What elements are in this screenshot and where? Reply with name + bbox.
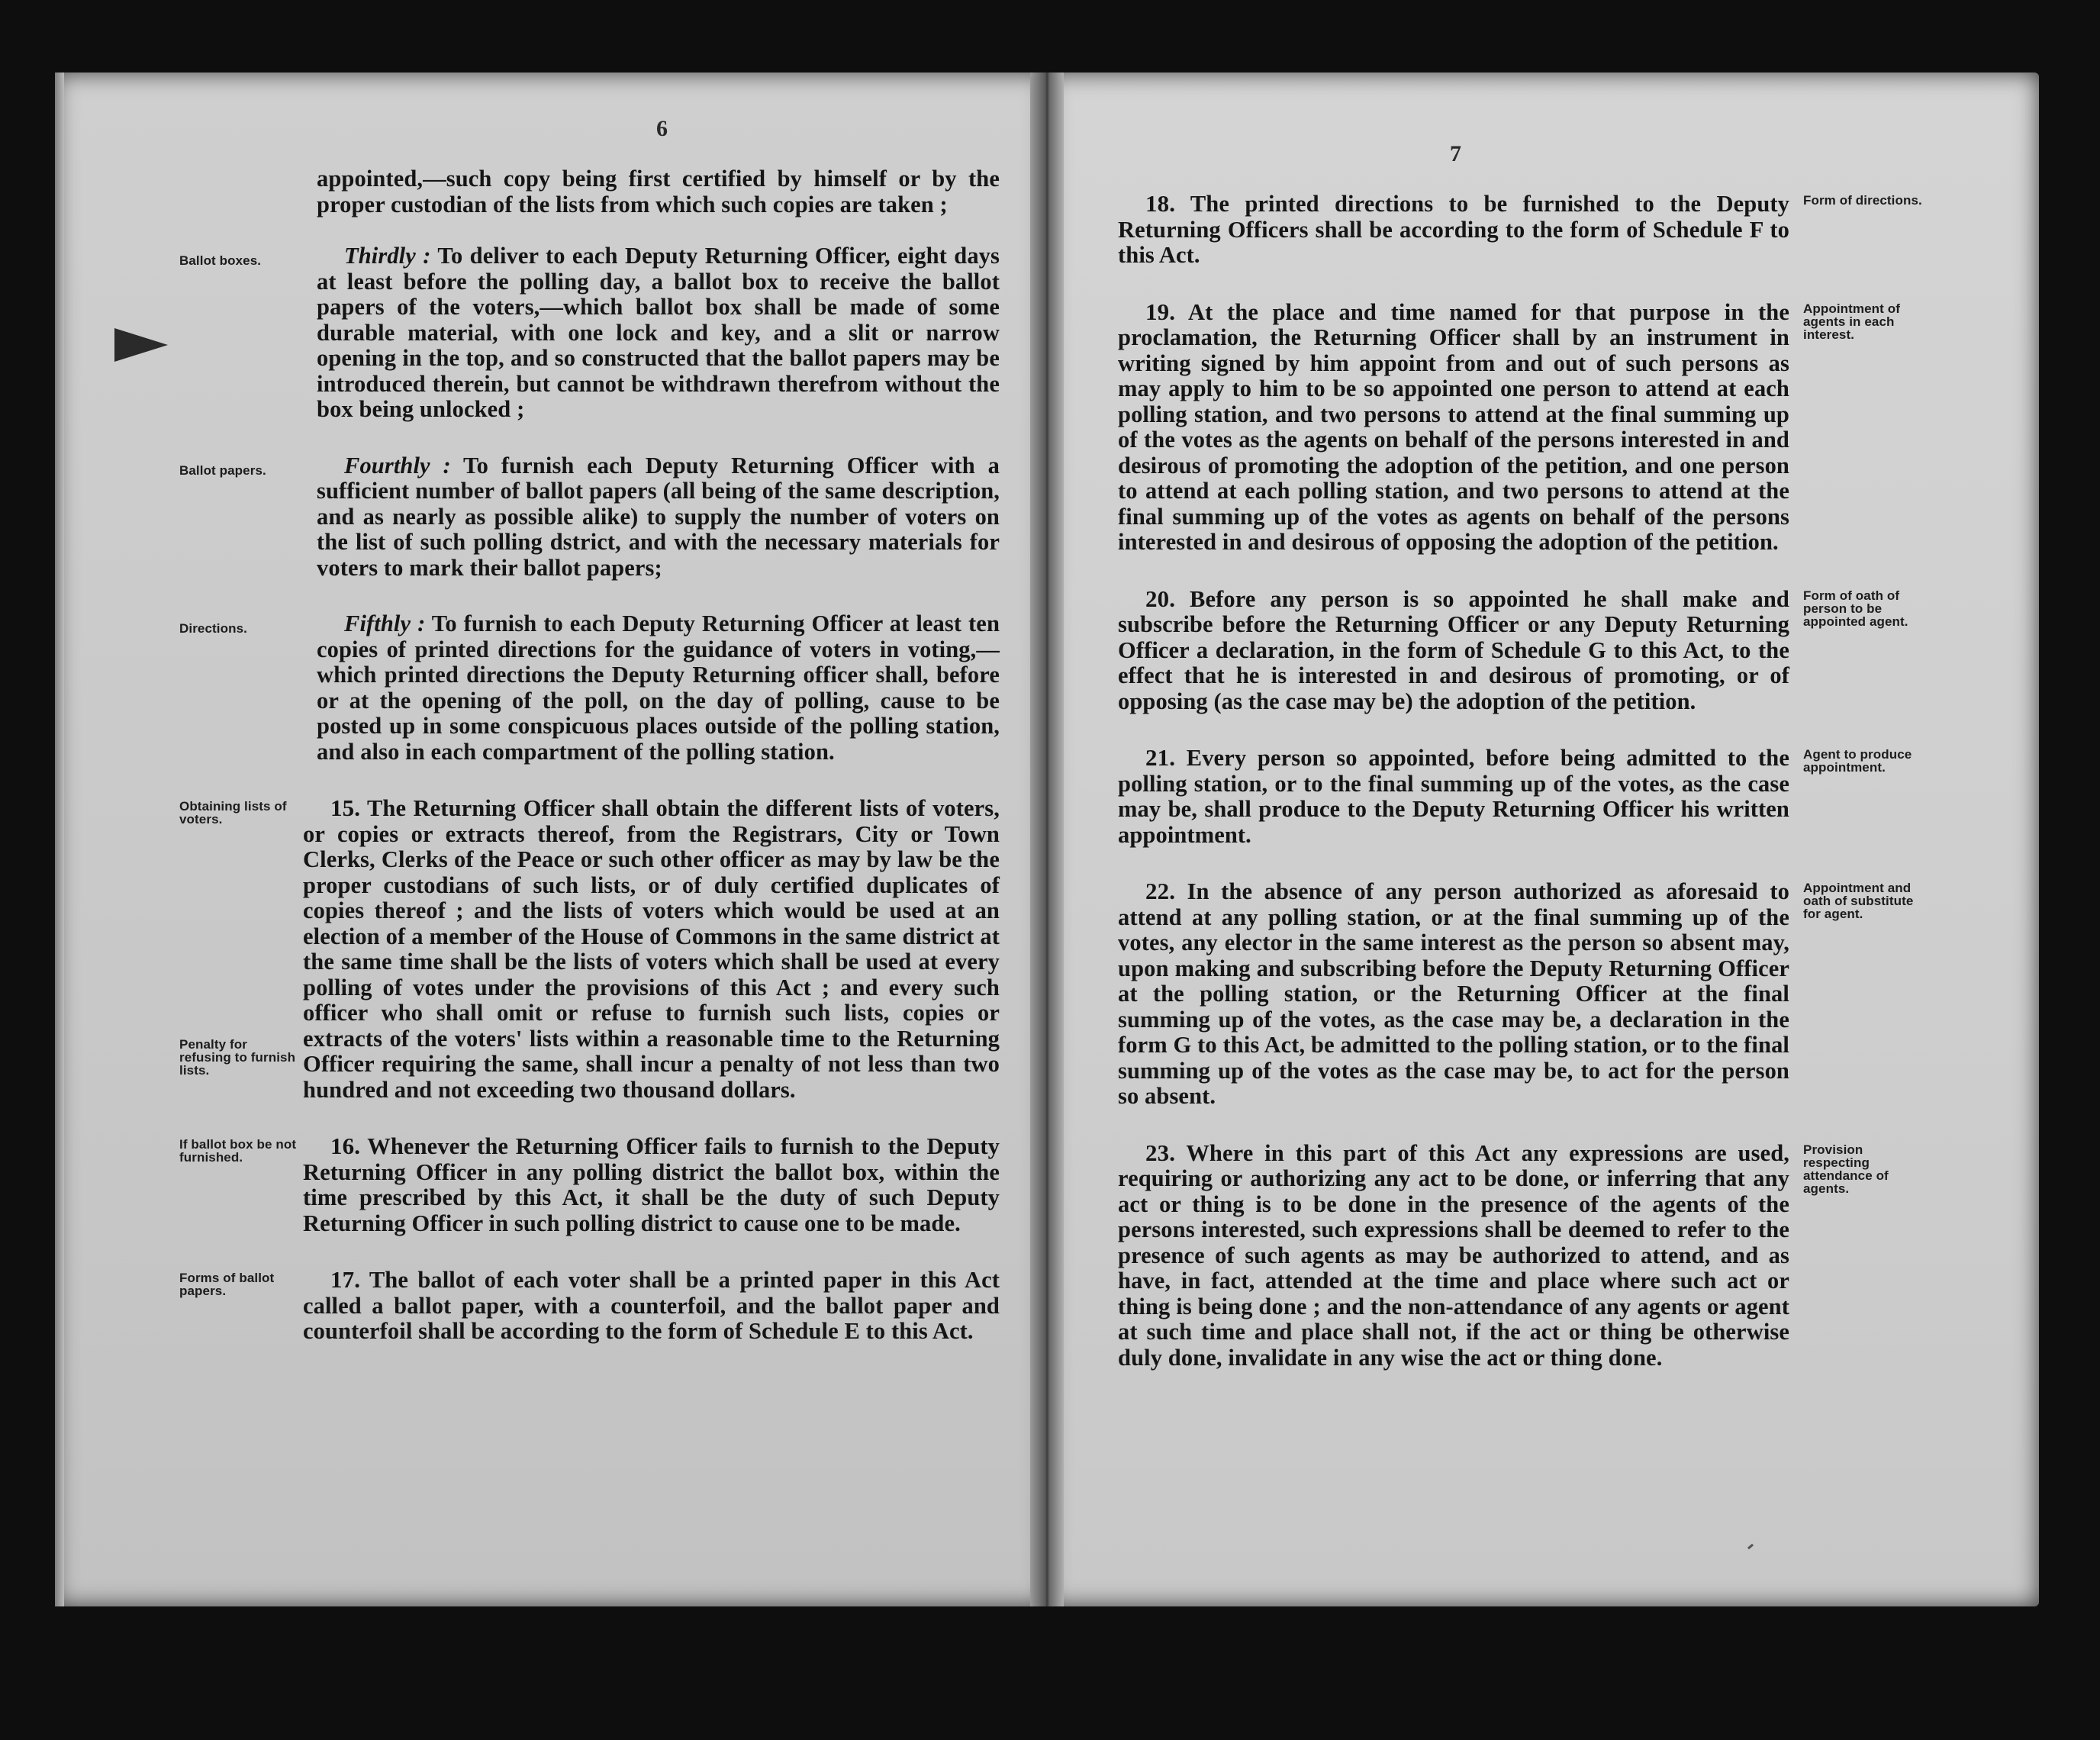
margin-note: Obtaining lists of voters. — [179, 799, 287, 826]
paragraph-text: To deliver to each Deputy Returning Officer, eight days at least before the polling day, a ballot box to receive the ballot papers of the voters,—which ballot box shall be made of some durable material, with one lock and key, and a slit or narrow opening in the top, and so constructed that the ballot papers may be introduced therein, but cannot be withdrawn therefrom without the box being unlocked ; — [317, 243, 1000, 422]
paragraph-text: The ballot of each voter shall be a printed paper in this Act called a ballot paper, with a counterfoil, and the ballot paper and counterfoil shall be according to the form of Schedule E to this Act. — [303, 1267, 1000, 1344]
margin-note-secondary: Penalty for refusing to furnish lists. — [179, 1037, 296, 1078]
margin-note: Form of oath of person to be appointed agent. — [1803, 588, 1908, 629]
right-page-number: 7 — [1450, 141, 1461, 166]
paragraph-fifthly — [179, 611, 1000, 765]
section-number: 23. — [1145, 1139, 1176, 1166]
paragraph-text: Whenever the Returning Officer fails to furnish to the Deputy Returning Officer in any polling district the ballot box, within the time prescribed by this Act, it shall be the duty of such Deputy Returning Officer in such polling district to cause one to be made. — [303, 1133, 1000, 1236]
paragraph-text: The Returning Officer shall obtain the different lists of voters, or copies or extracts thereof, from the Registrars, City or Town Clerks, Clerks of the Peace or such other officer as may by law be the proper custodians of such lists, or of duly certified duplicates of copies thereof ; and the lists of voters which would be used at an election of a member of the House of Commons in the same district at the same time shall be the lists of voters which shall be used at every polling of votes under the provisions of this Act ; and every such officer who shall omit or refuse to furnish such lists, copies or extracts of the voters' lists within a reasonable time to the Returning Officer requiring the same, shall incur a penalty of not less than two hundred and not exceeding two thousand dollars. — [303, 795, 1000, 1103]
section-number: 18. — [1145, 190, 1176, 217]
margin-note: Appointment of agents in each interest. — [1803, 301, 1900, 342]
paragraph-text: Where in this part of this Act any expressions are used, requiring or authorizing any act to be done, or inferring that any act or thing is to be done in the presence of the agents of the persons interested, such expressions shall be deemed to refer to the presence of such agents as may be authorized to attend, and as have, in fact, attended at the time and place where such act or thing is being done ; and the non-attendance of any agents or agent at such time and place shall not, if the act or thing be otherwise duly done, invalidate in any wise the act or thing done. — [1118, 1139, 1789, 1371]
section-20 — [1118, 585, 1908, 715]
margin-note: Appointment and oath of substitute for agent. — [1803, 881, 1914, 921]
paragraph-fourthly — [179, 452, 1000, 582]
section-23 — [1118, 1139, 1889, 1371]
paragraph-text: At the place and time named for that purpose in the proclamation, the Returning Officer shall by an instrument in writing signed by him appoint from and out of such persons as may apply to him to be so appointed one person to attend at each polling station, and two persons to attend at the final summing up of the votes as the agents on behalf of the persons interested in and desirous of promoting the adoption of the petition, and one person to attend at each polling station, and two persons to attend at the final summing up of the votes as agents on behalf of the persons interested in and desirous of opposing the adoption of the petition. — [1118, 298, 1789, 555]
margin-note: Ballot boxes. — [179, 253, 262, 268]
section-18 — [1118, 190, 1922, 269]
pointer-tab-icon — [114, 328, 168, 362]
section-number: 19. — [1145, 298, 1176, 325]
section-number: 20. — [1145, 585, 1176, 612]
section-number: 17. — [330, 1266, 361, 1293]
paragraph-lead: Fifthly : — [344, 611, 426, 636]
section-16 — [179, 1133, 1000, 1236]
margin-note: Ballot papers. — [179, 462, 266, 478]
right-page-text — [1118, 190, 1922, 1397]
section-number: 22. — [1145, 878, 1176, 904]
margin-note: Agent to produce appointment. — [1803, 747, 1912, 775]
section-number: 15. — [330, 794, 361, 821]
section-22 — [1118, 878, 1914, 1110]
paragraph-text: appointed,—such copy being first certified by himself or by the proper custodian of the lists from which such copies are taken ; — [317, 166, 1000, 218]
left-page-text — [179, 166, 1000, 1371]
margin-note: Provision respecting attendance of agents. — [1803, 1142, 1889, 1196]
paragraph-text: Before any person is so appointed he shall make and subscribe before the Returning Officer or any Deputy Returning Officer a declaration, in the form of Schedule G to this Act, to the effect that he is interested in and desirous of promoting, or of opposing (as the case may be) the adoption of the petition. — [1118, 585, 1789, 714]
paragraph-thirdly — [179, 243, 1000, 423]
paragraph-continuation — [317, 166, 1000, 218]
section-21 — [1118, 744, 1912, 848]
left-page-edge — [55, 72, 64, 1606]
left-page-number: 6 — [656, 116, 668, 141]
paragraph-lead: Fourthly : — [344, 452, 451, 478]
paragraph-text: In the absence of any person authorized as aforesaid to attend at any polling station, or at the final summing up of the votes, any elector in the same interest as the person so absent may, upon making and subscribing before the Deputy Returning Officer at the polling station, or the Returning Officer at the final summing up of the votes, as the case may be, a declaration in the form G to this Act, be admitted to the polling station, or to the final summing up of the votes as the case may be, to act for the person so absent. — [1118, 878, 1789, 1109]
paragraph-text: Every person so appointed, before being admitted to the polling station, or to the final summing up of the votes, as the case may be, shall produce to the Deputy Returning Officer his written appointment. — [1118, 745, 1789, 848]
margin-note: Form of directions. — [1803, 193, 1922, 208]
margin-note: Directions. — [179, 621, 247, 636]
paragraph-lead: Thirdly : — [344, 243, 431, 269]
section-19 — [1118, 298, 1900, 556]
paragraph-text: The printed directions to be furnished to the Deputy Returning Officers shall be according to the form of Schedule F to this Act. — [1118, 191, 1789, 268]
section-number: 21. — [1145, 744, 1176, 771]
paragraph-text: To furnish each Deputy Returning Officer with a sufficient number of ballot papers (all being of the same description, and as nearly as possible alike) to supply the number of voters on the list of such polling dstrict, and with the necessary materials for voters to mark their ballot papers; — [317, 452, 1000, 581]
section-17 — [179, 1266, 1000, 1345]
book-spine — [1030, 72, 1064, 1606]
margin-note: If ballot box be not furnished. — [179, 1137, 297, 1165]
paragraph-text: To furnish to each Deputy Returning Officer at least ten copies of printed directions for the guidance of voters in voting,—which printed directions the Deputy Returning officer shall, before or at the opening of the poll, on the day of polling, cause to be posted up in some conspicuous places outside of the polling station, and also in each compartment of the polling station. — [317, 611, 1000, 765]
margin-note: Forms of ballot papers. — [179, 1271, 275, 1298]
section-number: 16. — [330, 1133, 361, 1159]
section-15 — [179, 794, 1000, 1103]
